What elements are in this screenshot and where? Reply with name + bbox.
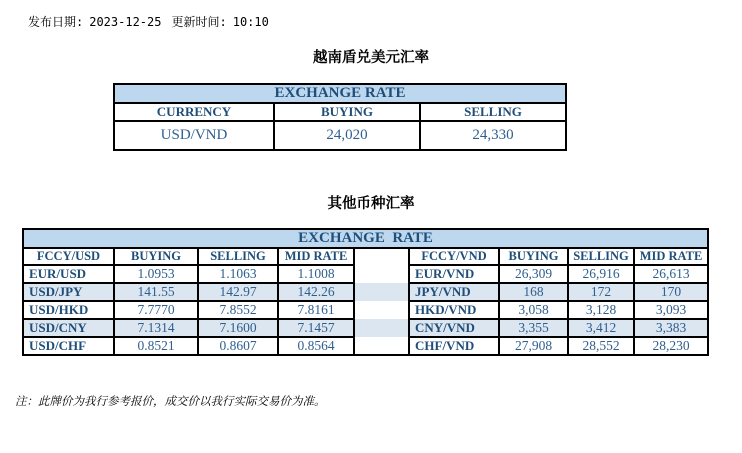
table-header-row: [114, 84, 566, 103]
buying-rate-cell: 24,020: [274, 121, 420, 150]
selling-rate-cell: 172: [568, 283, 634, 301]
col-header-currency: CURRENCY: [114, 103, 274, 121]
selling-rate-cell: 28,552: [568, 337, 634, 355]
table-header-row: [23, 229, 708, 248]
mid-rate-cell: 3,383: [634, 319, 708, 337]
buying-rate-cell: 141.55: [114, 283, 198, 301]
spacer-cell: [354, 337, 409, 355]
table-title-cell: EXCHANGE RATE: [23, 229, 708, 248]
currency-pair-cell: CHF/VND: [409, 337, 499, 355]
spacer-cell: [354, 248, 409, 265]
buying-rate-cell: 7.1314: [114, 319, 198, 337]
usd-vnd-section-title: 越南盾兑美元汇率: [313, 50, 429, 66]
currency-pair-cell: EUR/USD: [23, 265, 114, 283]
selling-rate-cell: 3,412: [568, 319, 634, 337]
mid-rate-cell: 7.1457: [278, 319, 354, 337]
selling-rate-cell: 3,128: [568, 301, 634, 319]
table-row: [23, 301, 708, 319]
col-header-fccy-usd: FCCY/USD: [23, 248, 114, 265]
buying-rate-cell: 3,355: [499, 319, 568, 337]
spacer-cell: [354, 265, 409, 283]
mid-rate-cell: 28,230: [634, 337, 708, 355]
mid-rate-cell: 0.8564: [278, 337, 354, 355]
col-header-midrate-left: MID RATE: [278, 248, 354, 265]
mid-rate-cell: 1.1008: [278, 265, 354, 283]
other-rates-table: [22, 228, 709, 356]
update-time-value: 10:10: [232, 15, 269, 29]
mid-rate-cell: 26,613: [634, 265, 708, 283]
buying-rate-cell: 3,058: [499, 301, 568, 319]
col-header-selling: SELLING: [420, 103, 566, 121]
publish-info: [28, 13, 269, 30]
spacer-cell: [354, 301, 409, 319]
spacer-cell: [354, 319, 409, 337]
column-header-row: [114, 103, 566, 121]
col-header-fccy-vnd: FCCY/VND: [409, 248, 499, 265]
buying-rate-cell: 168: [499, 283, 568, 301]
selling-rate-cell: 7.1600: [198, 319, 278, 337]
selling-rate-cell: 7.8552: [198, 301, 278, 319]
publish-date-value: 2023-12-25: [89, 15, 162, 29]
selling-rate-cell: 26,916: [568, 265, 634, 283]
currency-pair-cell: USD/JPY: [23, 283, 114, 301]
other-rates-section-title: 其他币种汇率: [327, 196, 415, 212]
currency-pair-cell: EUR/VND: [409, 265, 499, 283]
buying-rate-cell: 1.0953: [114, 265, 198, 283]
selling-rate-cell: 1.1063: [198, 265, 278, 283]
currency-pair-cell: USD/HKD: [23, 301, 114, 319]
col-header-selling-left: SELLING: [198, 248, 278, 265]
spacer-cell: [354, 283, 409, 301]
disclaimer-note: 注：此牌价为我行参考报价，成交价以我行实际交易价为准。: [15, 394, 326, 408]
currency-pair-cell: CNY/VND: [409, 319, 499, 337]
currency-pair-cell: USD/CHF: [23, 337, 114, 355]
table-title-cell: EXCHANGE RATE: [114, 84, 566, 103]
usd-vnd-rate-table: [113, 83, 567, 151]
selling-rate-cell: 24,330: [420, 121, 566, 150]
mid-rate-cell: 142.26: [278, 283, 354, 301]
currency-pair-cell: USD/VND: [114, 121, 274, 150]
buying-rate-cell: 0.8521: [114, 337, 198, 355]
buying-rate-cell: 7.7770: [114, 301, 198, 319]
publish-date-label: 发布日期:: [28, 15, 84, 29]
selling-rate-cell: 0.8607: [198, 337, 278, 355]
col-header-buying-right: BUYING: [499, 248, 568, 265]
column-header-row: [23, 248, 708, 265]
col-header-selling-right: SELLING: [568, 248, 634, 265]
col-header-buying-left: BUYING: [114, 248, 198, 265]
table-row: [23, 337, 708, 355]
currency-pair-cell: JPY/VND: [409, 283, 499, 301]
col-header-buying: BUYING: [274, 103, 420, 121]
selling-rate-cell: 142.97: [198, 283, 278, 301]
col-header-midrate-right: MID RATE: [634, 248, 708, 265]
update-time-label: 更新时间:: [171, 15, 227, 29]
buying-rate-cell: 27,908: [499, 337, 568, 355]
mid-rate-cell: 170: [634, 283, 708, 301]
table-row: [23, 283, 708, 301]
buying-rate-cell: 26,309: [499, 265, 568, 283]
currency-pair-cell: USD/CNY: [23, 319, 114, 337]
mid-rate-cell: 7.8161: [278, 301, 354, 319]
table-row: [114, 121, 566, 150]
currency-pair-cell: HKD/VND: [409, 301, 499, 319]
table-row: [23, 265, 708, 283]
table-row: [23, 319, 708, 337]
mid-rate-cell: 3,093: [634, 301, 708, 319]
